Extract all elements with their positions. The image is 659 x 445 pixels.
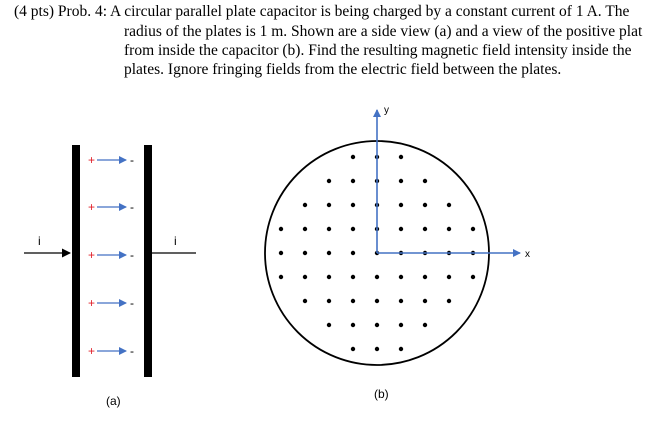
plus-sign: + — [88, 153, 96, 167]
caption-b: (b) — [374, 387, 389, 401]
charge-row — [88, 200, 134, 214]
plus-sign: + — [88, 200, 96, 214]
field-dot — [303, 275, 307, 279]
field-dot — [399, 347, 403, 351]
plus-sign: + — [88, 248, 96, 262]
field-dot — [423, 299, 427, 303]
field-dot — [351, 179, 355, 183]
charge-rows — [88, 153, 134, 358]
field-dot — [327, 203, 331, 207]
field-dot — [399, 299, 403, 303]
field-dot — [471, 275, 475, 279]
caption-a: (a) — [106, 394, 121, 408]
field-dot — [399, 275, 403, 279]
figure-b — [265, 105, 530, 401]
negative-plate — [144, 145, 152, 377]
plus-sign: + — [88, 296, 96, 310]
field-dot — [351, 251, 355, 255]
y-axis-label: y — [384, 105, 389, 116]
field-dot — [279, 275, 283, 279]
field-dot — [423, 275, 427, 279]
field-dot — [327, 299, 331, 303]
positive-plate — [72, 145, 80, 377]
field-dot — [375, 347, 379, 351]
field-dot — [399, 203, 403, 207]
field-dot — [447, 275, 451, 279]
plus-sign: + — [88, 344, 96, 358]
field-dot — [327, 251, 331, 255]
field-dot — [423, 203, 427, 207]
field-dot — [375, 323, 379, 327]
field-dot — [399, 155, 403, 159]
field-dot — [399, 179, 403, 183]
field-dot — [351, 227, 355, 231]
field-dot — [303, 251, 307, 255]
problem-line-1: (4 pts) Prob. 4: A circular parallel plate capacitor is being charged by a constant current of 1 A. The — [14, 3, 630, 20]
field-dot — [327, 323, 331, 327]
field-dot — [399, 227, 403, 231]
field-dot — [423, 179, 427, 183]
field-dot — [351, 347, 355, 351]
field-dot — [327, 275, 331, 279]
minus-sign: - — [130, 296, 134, 310]
field-dot — [351, 275, 355, 279]
field-dot — [279, 227, 283, 231]
problem-line-3: from inside the capacitor (b). Find the resulting magnetic field intensity inside the — [124, 42, 632, 59]
x-axis-label: x — [525, 249, 530, 260]
field-dot — [447, 299, 451, 303]
field-dot — [375, 275, 379, 279]
charge-row — [88, 153, 134, 167]
problem-line-4: plates. Ignore fringing fields from the electric field between the plates. — [124, 61, 562, 78]
current-label-left: i — [38, 234, 41, 248]
figure-a — [24, 145, 196, 408]
problem-line-2: radius of the plates is 1 m. Shown are a side view (a) and a view of the positive plat — [124, 23, 643, 40]
field-dot — [327, 179, 331, 183]
field-dot — [447, 227, 451, 231]
field-dot — [303, 203, 307, 207]
field-dot — [303, 227, 307, 231]
charge-row — [88, 248, 134, 262]
field-dot — [351, 323, 355, 327]
field-dot — [423, 227, 427, 231]
minus-sign: - — [130, 344, 134, 358]
charge-row — [88, 296, 134, 310]
minus-sign: - — [130, 248, 134, 262]
field-dot — [351, 155, 355, 159]
minus-sign: - — [130, 200, 134, 214]
field-dot — [327, 227, 331, 231]
field-dot — [351, 299, 355, 303]
field-dot — [351, 203, 355, 207]
field-dot — [447, 203, 451, 207]
current-label-right: i — [174, 234, 177, 248]
minus-sign: - — [130, 153, 134, 167]
field-dot — [399, 323, 403, 327]
field-dot — [471, 227, 475, 231]
charge-row — [88, 344, 134, 358]
field-dot — [375, 299, 379, 303]
field-dot — [303, 299, 307, 303]
field-dot — [423, 323, 427, 327]
field-dot — [279, 251, 283, 255]
